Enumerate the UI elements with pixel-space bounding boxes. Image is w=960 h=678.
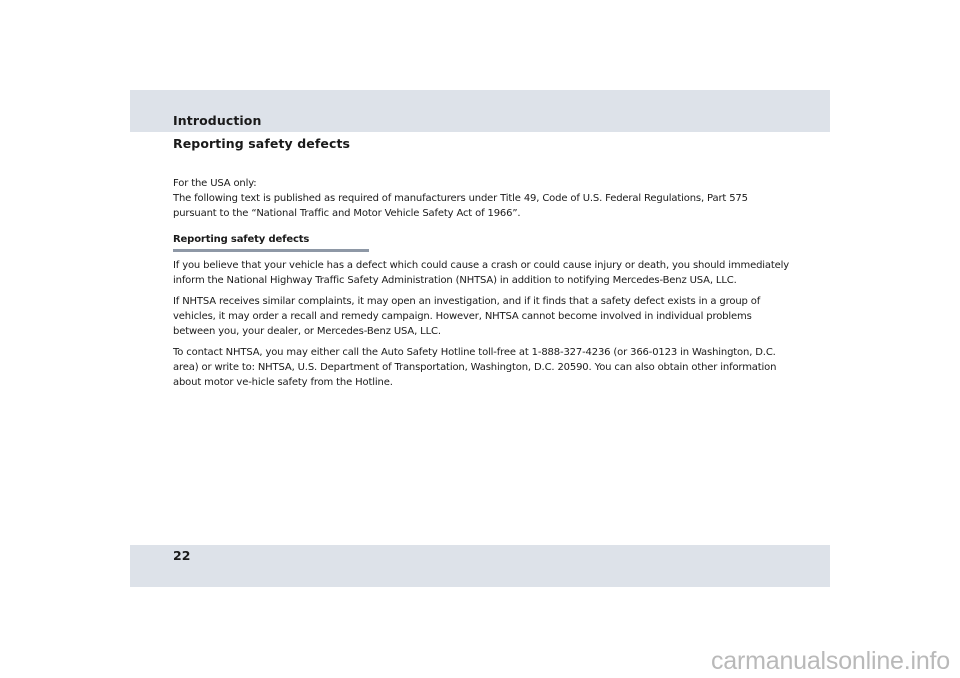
paragraph-defect-report: If you believe that your vehicle has a defect which could cause a crash or could cause injury or death, you should immediately inform the National Highway Traffic Safety Administration (NHTSA) in addition to notifying Mercedes-Benz USA, LLC.	[173, 260, 790, 286]
page-number: 22	[173, 548, 191, 563]
intro-text	[173, 176, 793, 221]
page-content	[173, 176, 793, 396]
intro-line-usa: For the USA only:	[173, 178, 257, 189]
subsection-heading: Reporting safety defects	[173, 234, 310, 245]
chapter-title: Introduction	[173, 113, 262, 128]
intro-line-regulation: The following text is published as required of manufacturers under Title 49, Code of U.S. Federal Regulations, Part 575 pursuant to the “National Traffic and Motor Vehicle Safety Act of 1966”.	[173, 193, 748, 219]
heading-underline	[173, 249, 369, 252]
section-title: Reporting safety defects	[173, 136, 351, 151]
footer-band	[130, 545, 830, 587]
paragraph-contact-nhtsa: To contact NHTSA, you may either call the Auto Safety Hotline toll-free at 1-888-327-4236 (or 366-0123 in Washington, D.C. area) or write to: NHTSA, U.S. Department of Transportation, Washington, D.C. 20590. You can also obtain other information about motor ve-hicle safety from the Hotline.	[173, 347, 777, 388]
paragraph-investigation: If NHTSA receives similar complaints, it may open an investigation, and if it finds that a safety defect exists in a group of vehicles, it may order a recall and remedy campaign. However, NHTSA cannot become involved in individual problems between you, your dealer, or Mercedes-Benz USA, LLC.	[173, 296, 761, 337]
watermark: carmanualsonline.info	[710, 647, 950, 675]
